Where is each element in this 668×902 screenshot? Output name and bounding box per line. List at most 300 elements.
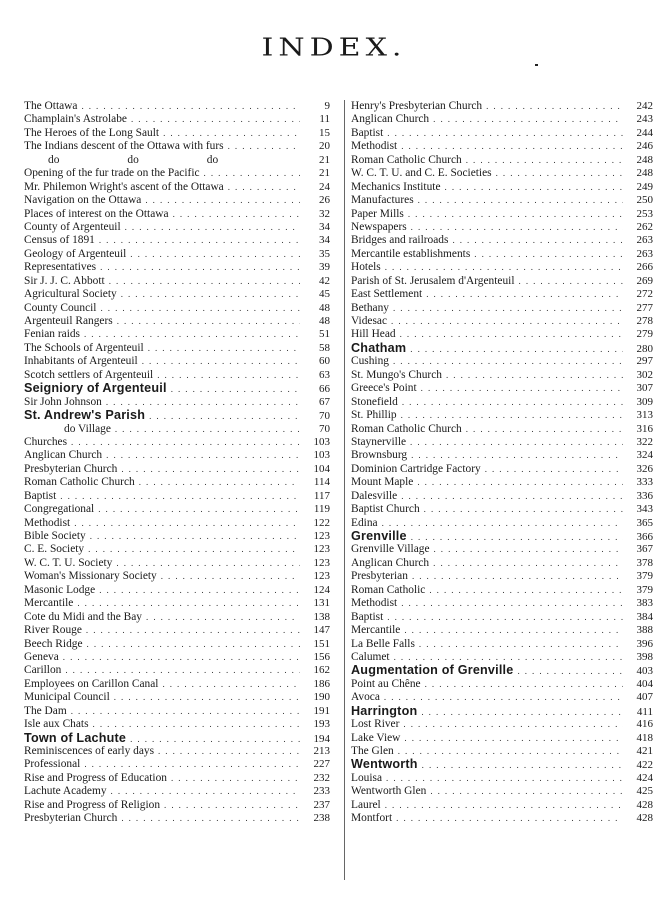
entry-page-number: 398 <box>636 650 653 663</box>
entry-page-number: 131 <box>313 597 330 610</box>
dot-leader <box>411 531 623 543</box>
entry-page-number: 15 <box>319 126 330 139</box>
index-entry <box>24 772 330 785</box>
entry-page-number: 243 <box>636 113 653 126</box>
index-entry <box>24 127 330 140</box>
entry-page-number: 418 <box>636 731 653 744</box>
entry-page-number: 313 <box>636 409 653 422</box>
entry-label: Bethany <box>351 301 389 314</box>
entry-label: Anglican Church <box>351 556 430 569</box>
entry-label: Inhabitants of Argenteuil <box>24 355 138 368</box>
index-entry <box>24 678 330 691</box>
entry-label: Sir J. J. C. Abbott <box>24 274 105 287</box>
entry-page-number: 45 <box>319 288 330 301</box>
dot-leader <box>385 261 623 274</box>
entry-page-number: 42 <box>319 274 330 287</box>
entry-label: Hotels <box>351 261 381 274</box>
entry-page-number: 9 <box>324 100 330 112</box>
dot-leader <box>430 785 623 798</box>
dot-leader <box>84 758 300 771</box>
entry-label: The Dam <box>24 704 67 717</box>
index-entry <box>351 100 653 113</box>
dot-leader <box>99 234 300 247</box>
entry-label: Baptist Church <box>351 503 420 516</box>
dot-leader <box>84 328 300 341</box>
dot-leader <box>433 557 623 570</box>
entry-page-number: 103 <box>313 449 330 462</box>
entry-label: Hill Head <box>351 328 396 341</box>
dot-leader <box>162 678 300 691</box>
entry-page-number: 278 <box>636 315 653 327</box>
entry-label: Lake View <box>351 731 401 744</box>
index-entry <box>24 113 330 126</box>
index-entry <box>351 758 653 771</box>
entry-label: Roman Catholic Church <box>351 422 462 435</box>
dot-leader <box>117 315 300 328</box>
entry-label: Employees on Carillon Canal <box>24 677 159 690</box>
dot-leader <box>419 638 623 651</box>
dot-leader <box>517 665 623 677</box>
entry-page-number: 307 <box>636 382 653 395</box>
index-entry <box>24 812 330 825</box>
entry-label: Staynerville <box>351 435 407 448</box>
entry-label: County Council <box>24 301 97 314</box>
dot-leader <box>411 221 623 234</box>
index-entry <box>24 194 330 207</box>
entry-label: St. Mungo's Church <box>351 368 442 381</box>
index-entry <box>351 463 653 476</box>
index-entry <box>24 570 330 583</box>
index-entry <box>24 436 330 449</box>
index-entry <box>351 651 653 664</box>
entry-label: River Rouge <box>24 624 82 637</box>
entry-page-number: 316 <box>636 422 653 435</box>
entry-label: Mechanics Institute <box>351 180 441 193</box>
entry-page-number: 428 <box>636 798 653 811</box>
entry-label: Mercantile establishments <box>351 247 471 260</box>
index-entry <box>24 409 330 422</box>
entry-label: Stonefield <box>351 395 398 408</box>
index-entry <box>351 221 653 234</box>
entry-page-number: 193 <box>313 718 330 731</box>
dot-leader <box>400 328 623 341</box>
entry-label: Baptist <box>24 489 57 502</box>
entry-page-number: 424 <box>636 771 653 784</box>
entry-label: Geneva <box>24 650 59 663</box>
entry-label: Census of 1891 <box>24 234 95 247</box>
entry-label: St. Andrew's Parish <box>24 409 146 423</box>
entry-page-number: 379 <box>636 583 653 596</box>
dot-leader <box>422 759 623 771</box>
index-entry <box>351 799 653 812</box>
index-entry <box>351 557 653 570</box>
index-entry <box>351 113 653 126</box>
entry-label: Rise and Progress of Education <box>24 771 167 784</box>
entry-page-number: 411 <box>636 705 653 718</box>
entry-label: Wentworth <box>351 758 418 772</box>
dot-leader <box>466 154 623 167</box>
entry-page-number: 244 <box>636 126 653 139</box>
entry-page-number: 63 <box>319 368 330 381</box>
dot-leader <box>398 745 623 758</box>
dot-leader <box>411 449 623 462</box>
dot-leader <box>139 476 300 489</box>
entry-label: La Belle Falls <box>351 637 415 650</box>
entry-page-number: 302 <box>636 368 653 381</box>
entry-label: Dalesville <box>351 489 398 502</box>
index-entry <box>351 369 653 382</box>
entry-page-number: 396 <box>636 637 653 650</box>
dot-leader <box>115 423 300 436</box>
dot-leader <box>393 302 623 315</box>
index-entry <box>351 248 653 261</box>
entry-page-number: 34 <box>319 220 330 233</box>
dot-leader <box>88 543 300 556</box>
dot-leader <box>86 624 300 637</box>
index-entry <box>24 597 330 610</box>
entry-page-number: 253 <box>636 207 653 220</box>
dot-leader <box>396 812 623 825</box>
index-entry <box>24 221 330 234</box>
entry-label: Representatives <box>24 261 97 274</box>
entry-label: Montfort <box>351 812 393 825</box>
dot-leader <box>121 812 300 825</box>
entry-label: Roman Catholic Church <box>351 153 462 166</box>
page-title: INDEX. <box>261 33 407 62</box>
entry-label: Presbyterian Church <box>24 462 118 475</box>
index-entry <box>351 396 653 409</box>
dot-leader <box>149 410 300 422</box>
index-entry <box>351 449 653 462</box>
entry-page-number: 246 <box>636 140 653 153</box>
entry-page-number: 262 <box>636 220 653 233</box>
dot-leader <box>130 733 300 745</box>
index-entry <box>24 584 330 597</box>
entry-label: Louisa <box>351 771 383 784</box>
index-entry <box>24 530 330 543</box>
entry-page-number: 123 <box>313 530 330 542</box>
index-entry <box>24 785 330 798</box>
dot-leader <box>421 706 623 718</box>
index-entry <box>351 691 653 704</box>
entry-page-number: 213 <box>313 745 330 757</box>
entry-page-number: 21 <box>319 167 330 180</box>
entry-label: Reminiscences of early days <box>24 745 154 757</box>
index-entry <box>351 678 653 691</box>
entry-label: Roman Catholic Church <box>24 476 135 489</box>
index-entry <box>351 597 653 610</box>
entry-label: Mount Maple <box>351 476 414 489</box>
index-entry <box>24 275 330 288</box>
dot-leader <box>391 315 623 328</box>
entry-page-number: 248 <box>636 153 653 166</box>
index-entry <box>24 490 330 503</box>
entry-label: Masonic Lodge <box>24 583 96 596</box>
index-entry <box>24 248 330 261</box>
index-entry <box>351 261 653 274</box>
entry-page-number: 272 <box>636 288 653 301</box>
index-entry <box>24 167 330 180</box>
dot-leader <box>90 530 300 543</box>
entry-label: The Indians descent of the Ottawa with furs <box>24 140 224 153</box>
dot-leader <box>445 181 623 194</box>
entry-label: Parish of St. Jerusalem d'Argenteuil <box>351 274 515 287</box>
dot-leader <box>98 503 300 516</box>
entry-page-number: 190 <box>313 691 330 704</box>
entry-page-number: 280 <box>636 342 653 355</box>
entry-label: Grenville Village <box>351 543 430 556</box>
dot-leader <box>386 772 623 785</box>
dot-leader <box>401 597 623 610</box>
entry-page-number: 21 <box>319 153 330 166</box>
index-entry <box>24 691 330 704</box>
entry-label: County of Argenteuil <box>24 220 121 233</box>
entry-page-number: 35 <box>319 247 330 260</box>
dot-leader <box>452 234 623 247</box>
index-entry <box>24 624 330 637</box>
dot-leader <box>410 436 623 449</box>
index-entry <box>351 382 653 395</box>
entry-label: Seigniory of Argenteuil <box>24 382 167 396</box>
entry-label: Presbyterian Church <box>24 812 118 825</box>
entry-page-number: 388 <box>636 624 653 637</box>
dot-leader <box>77 597 300 610</box>
entry-page-number: 147 <box>313 624 330 637</box>
index-entry <box>351 785 653 798</box>
dot-leader <box>394 651 623 664</box>
dot-leader <box>401 409 623 422</box>
entry-label: Methodist <box>24 516 71 529</box>
entry-label: Greece's Point <box>351 382 417 395</box>
index-entry <box>24 611 330 624</box>
entry-label: do Village <box>64 422 111 435</box>
entry-label: Opening of the fur trade on the Pacific <box>24 167 200 180</box>
entry-label: Dominion Cartridge Factory <box>351 462 481 475</box>
dot-leader <box>71 436 300 449</box>
entry-page-number: 123 <box>313 543 330 556</box>
dot-leader <box>121 463 300 476</box>
entry-page-number: 233 <box>313 785 330 798</box>
entry-label: Beech Ridge <box>24 637 83 650</box>
entry-label: C. E. Society <box>24 543 85 556</box>
entry-page-number: 277 <box>636 301 653 314</box>
entry-label: Baptist <box>351 126 384 139</box>
index-entry <box>351 275 653 288</box>
dot-leader <box>424 503 623 516</box>
dot-leader <box>125 221 300 234</box>
entry-page-number: 194 <box>313 732 330 745</box>
entry-page-number: 326 <box>636 462 653 475</box>
entry-page-number: 114 <box>313 476 330 489</box>
index-entry <box>351 664 653 677</box>
entry-label: Anglican Church <box>351 113 430 126</box>
entry-label: do do do <box>48 153 219 166</box>
entry-label: Mr. Philemon Wright's ascent of the Ottawa <box>24 180 224 193</box>
dot-leader <box>446 369 623 382</box>
dot-leader <box>163 127 300 140</box>
entry-page-number: 266 <box>636 261 653 274</box>
index-entry <box>24 503 330 516</box>
entry-page-number: 333 <box>636 476 653 489</box>
index-entry <box>351 543 653 556</box>
entry-label: Avoca <box>351 691 380 704</box>
entry-label: Wentworth Glen <box>351 785 427 798</box>
dot-leader <box>71 705 300 718</box>
index-entry <box>351 436 653 449</box>
entry-page-number: 48 <box>319 315 330 327</box>
entry-page-number: 269 <box>636 274 653 287</box>
entry-label: Calumet <box>351 650 390 663</box>
dot-leader <box>486 100 623 113</box>
dot-leader <box>403 718 623 731</box>
entry-page-number: 279 <box>636 328 653 341</box>
dot-leader <box>402 396 623 409</box>
entry-page-number: 403 <box>636 665 653 678</box>
entry-page-number: 11 <box>319 113 330 126</box>
index-entry <box>24 302 330 315</box>
dot-leader <box>387 611 623 624</box>
entry-label: Laurel <box>351 798 381 811</box>
entry-label: Mercantile <box>24 597 74 610</box>
entry-page-number: 428 <box>636 812 653 825</box>
index-entry <box>24 140 330 153</box>
entry-label: Argenteuil Rangers <box>24 315 113 327</box>
dot-leader <box>393 355 623 368</box>
entry-page-number: 250 <box>636 194 653 207</box>
entry-label: Point au Chêne <box>351 677 421 690</box>
dot-leader <box>384 691 623 704</box>
entry-page-number: 122 <box>313 516 330 529</box>
index-entry <box>351 302 653 315</box>
index-entry <box>351 409 653 422</box>
entry-page-number: 378 <box>636 556 653 569</box>
index-entry <box>24 517 330 530</box>
entry-label: W. C. T. U. Society <box>24 556 113 569</box>
entry-label: Methodist <box>351 597 398 610</box>
entry-page-number: 70 <box>319 410 330 423</box>
entry-label: The Schools of Argenteuil <box>24 341 144 354</box>
entry-page-number: 383 <box>636 597 653 610</box>
entry-page-number: 404 <box>636 677 653 690</box>
index-entry <box>24 208 330 221</box>
index-entry <box>351 288 653 301</box>
index-entry <box>351 530 653 543</box>
entry-page-number: 263 <box>636 234 653 247</box>
dot-leader <box>99 584 300 597</box>
entry-label: Geology of Argenteuil <box>24 247 127 260</box>
dot-leader <box>228 181 300 194</box>
index-entry <box>24 449 330 462</box>
entry-label: Places of interest on the Ottawa <box>24 207 169 220</box>
dot-leader <box>404 624 623 637</box>
entry-label: Congregational <box>24 503 95 516</box>
index-entry <box>351 476 653 489</box>
dot-leader <box>161 570 300 583</box>
entry-page-number: 151 <box>313 637 330 650</box>
index-entry <box>351 342 653 355</box>
entry-page-number: 237 <box>313 798 330 811</box>
dot-leader <box>519 275 623 288</box>
index-entry <box>351 234 653 247</box>
index-entry <box>24 543 330 556</box>
entry-page-number: 117 <box>313 489 330 502</box>
dot-leader <box>410 343 623 355</box>
dot-leader <box>474 248 623 261</box>
entry-label: Woman's Missionary Society <box>24 570 157 583</box>
entry-label: Newspapers <box>351 220 407 233</box>
index-entry <box>351 328 653 341</box>
index-entry <box>351 611 653 624</box>
entry-page-number: 58 <box>319 341 330 354</box>
entry-page-number: 39 <box>319 261 330 274</box>
dot-leader <box>164 799 300 812</box>
index-entry <box>24 181 330 194</box>
entry-label: Scotch settlers of Argenteuil <box>24 368 154 381</box>
entry-page-number: 422 <box>636 759 653 772</box>
index-entry <box>351 638 653 651</box>
entry-label: Chatham <box>351 341 407 355</box>
dot-leader <box>173 208 300 221</box>
index-entry <box>351 517 653 530</box>
entry-label: Brownsburg <box>351 449 408 462</box>
entry-label: Augmentation of Grenville <box>351 664 514 678</box>
index-entry <box>351 194 653 207</box>
entry-page-number: 297 <box>636 355 653 368</box>
entry-label: Manufactures <box>351 194 414 207</box>
entry-page-number: 156 <box>313 650 330 663</box>
index-entry <box>24 476 330 489</box>
entry-label: Lost River <box>351 718 400 731</box>
dot-leader <box>142 355 300 368</box>
entry-label: Lachute Academy <box>24 785 107 798</box>
dot-leader <box>466 423 623 436</box>
index-entry <box>24 651 330 664</box>
entry-page-number: 407 <box>636 691 653 704</box>
dot-leader <box>65 664 300 677</box>
entry-page-number: 227 <box>313 758 330 771</box>
index-entry <box>24 342 330 355</box>
dot-leader <box>426 288 623 301</box>
dot-leader <box>228 140 300 153</box>
index-entry <box>351 570 653 583</box>
entry-page-number: 248 <box>636 167 653 180</box>
entry-page-number: 343 <box>636 503 653 516</box>
index-entry <box>351 355 653 368</box>
dot-leader <box>93 718 300 731</box>
entry-label: The Heroes of the Long Sault <box>24 126 160 139</box>
entry-label: W. C. T. U. and C. E. Societies <box>351 167 492 180</box>
entry-page-number: 123 <box>313 556 330 569</box>
entry-page-number: 20 <box>319 140 330 153</box>
index-entry <box>351 812 653 825</box>
entry-page-number: 186 <box>313 677 330 690</box>
ink-speck <box>535 64 538 66</box>
entry-page-number: 66 <box>319 383 330 396</box>
dot-leader <box>146 611 300 624</box>
index-entry <box>24 369 330 382</box>
dot-leader <box>157 369 300 382</box>
index-entry <box>24 705 330 718</box>
index-entry <box>351 167 653 180</box>
dot-leader <box>100 302 300 315</box>
dot-leader <box>130 248 300 261</box>
dot-leader <box>433 113 623 126</box>
entry-label: Bible Society <box>24 530 86 542</box>
entry-label: Baptist <box>351 610 384 623</box>
entry-label: East Settlement <box>351 288 423 301</box>
dot-leader <box>74 517 300 530</box>
entry-label: Champlain's Astrolabe <box>24 113 127 126</box>
